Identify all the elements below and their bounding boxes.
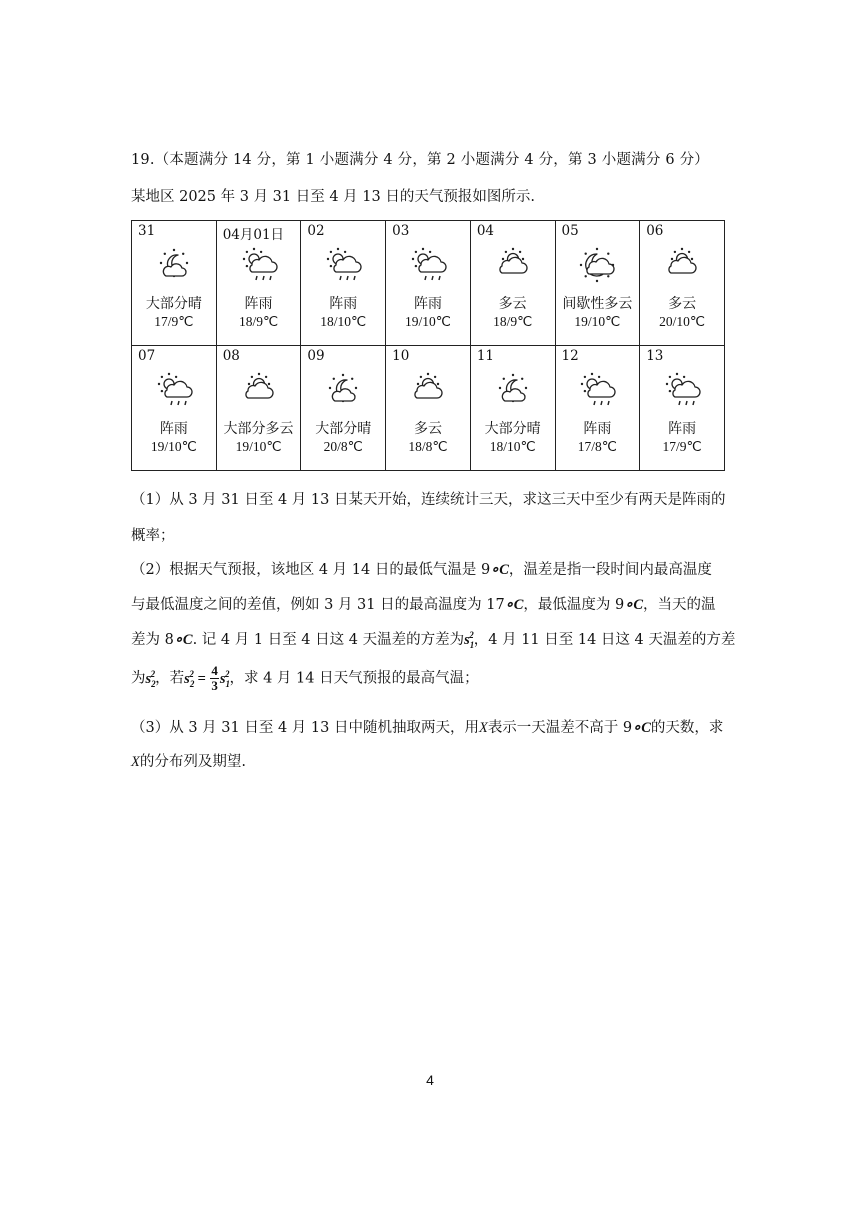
random-variable-x: X xyxy=(478,720,488,736)
partly-cloudy-icon xyxy=(239,370,279,410)
part2-text: ，温差是指一段时间内最高温度 xyxy=(508,562,712,578)
temp-range: 19/10℃ xyxy=(574,314,621,329)
temp-range: 19/10℃ xyxy=(150,439,197,454)
forecast-cell xyxy=(132,221,217,346)
day-label: 05 xyxy=(561,223,579,239)
random-variable-x: X xyxy=(131,754,140,770)
condition-label: 阵雨 xyxy=(668,421,697,437)
part2-text: ，当天的温 xyxy=(643,597,716,613)
part2-text: （2）根据天气预报，该地区 4 月 14 日的最低气温是 9 xyxy=(131,562,491,578)
temp-range: 19/10℃ xyxy=(235,439,282,454)
forecast-cell xyxy=(386,221,471,346)
part2-text: ，最低温度为 9 xyxy=(523,597,625,613)
day-label: 06 xyxy=(646,223,664,239)
partly-cloudy-icon xyxy=(408,370,448,410)
temp-range: 20/8℃ xyxy=(323,439,363,454)
rain-cloud-icon xyxy=(662,370,702,410)
partly-cloudy-icon xyxy=(493,245,533,285)
part3-text: （3）从 3 月 31 日至 4 月 13 日中随机抽取两天，用 xyxy=(131,720,479,736)
part3-line1 xyxy=(131,716,723,737)
day-label: 02 xyxy=(307,223,325,239)
cloud-moon-icon xyxy=(493,370,533,410)
part2-text: . 记 4 月 1 日至 4 日这 4 天温差的方差为 xyxy=(192,632,465,648)
day-label: 31 xyxy=(138,223,156,239)
condition-label: 阵雨 xyxy=(583,421,612,437)
question-header: 19.（本题满分 14 分，第 1 小题满分 4 分，第 2 小题满分 4 分，第 3 小题满分 6 分） xyxy=(131,152,709,168)
day-label: 10 xyxy=(392,348,410,364)
day-label: 08 xyxy=(222,348,240,364)
condition-label: 多云 xyxy=(668,296,697,312)
part2-text: ，若 xyxy=(155,670,185,687)
forecast-cell xyxy=(640,346,725,471)
condition-label: 阵雨 xyxy=(159,421,188,437)
condition-label: 多云 xyxy=(413,421,442,437)
part2-text: ，求 4 月 14 日天气预报的最高气温； xyxy=(229,670,479,687)
celsius-unit: ∘C xyxy=(490,562,509,578)
temp-range: 18/8℃ xyxy=(408,439,448,454)
forecast-cell xyxy=(470,346,555,471)
celsius-unit: ∘C xyxy=(504,597,524,613)
temp-range: 17/8℃ xyxy=(577,439,617,454)
part2-text: ，4 月 11 日至 14 日这 4 天温差的方差 xyxy=(473,632,736,648)
part2-text: 与最低温度之间的差值，例如 3 月 31 日的最高温度为 17 xyxy=(131,597,505,613)
forecast-row xyxy=(132,221,725,346)
temp-range: 18/10℃ xyxy=(489,439,536,454)
day-label: 12 xyxy=(561,348,579,364)
day-label: 11 xyxy=(476,348,494,364)
forecast-cell xyxy=(216,221,301,346)
temp-range: 18/10℃ xyxy=(320,314,367,329)
temp-range: 18/9℃ xyxy=(493,314,533,329)
rain-cloud-icon xyxy=(408,245,448,285)
weather-forecast-table xyxy=(131,220,725,471)
cloud-moon-icon xyxy=(323,370,363,410)
forecast-cell xyxy=(470,221,555,346)
variance-s1: $s_1^2$ xyxy=(464,630,475,650)
part2-line4 xyxy=(131,664,479,693)
day-label: 04 xyxy=(476,223,494,239)
rain-cloud-icon xyxy=(239,245,279,285)
condition-label: 阵雨 xyxy=(329,296,358,312)
moon-cloud-icon xyxy=(577,245,617,285)
part3-line2 xyxy=(131,750,246,771)
part1-line1: （1）从 3 月 31 日至 4 月 13 日某天开始，连续统计三天，求这三天中至少有两天是阵雨的 xyxy=(131,492,726,508)
forecast-row xyxy=(132,346,725,471)
partly-cloudy-icon xyxy=(662,245,702,285)
page-number: 4 xyxy=(426,1072,434,1088)
forecast-cell xyxy=(640,221,725,346)
forecast-cell xyxy=(216,346,301,471)
rain-cloud-icon xyxy=(154,370,194,410)
variance-s2: $s_2^2$ xyxy=(145,668,156,689)
day-label: 07 xyxy=(138,348,156,364)
forecast-cell xyxy=(301,221,386,346)
condition-label: 大部分晴 xyxy=(145,296,202,312)
condition-label: 大部分晴 xyxy=(484,421,541,437)
forecast-cell xyxy=(301,346,386,471)
day-label: 13 xyxy=(646,348,664,364)
part2-line1 xyxy=(131,558,712,579)
part3-text: 的天数，求 xyxy=(650,720,724,736)
part2-line2 xyxy=(131,593,716,614)
celsius-unit: ∘C xyxy=(624,597,644,613)
part3-text: 的分布列及期望. xyxy=(139,754,246,770)
fraction-four-thirds: $\frac{4}{3}$ xyxy=(211,663,218,693)
condition-label: 多云 xyxy=(498,296,527,312)
part2-text: 差为 8 xyxy=(131,632,174,648)
condition-label: 间歇性多云 xyxy=(562,296,633,312)
condition-label: 大部分晴 xyxy=(315,421,372,437)
day-label: 09 xyxy=(307,348,325,364)
temp-range: 18/9℃ xyxy=(238,314,279,329)
temp-range: 17/9℃ xyxy=(662,439,702,454)
condition-label: 阵雨 xyxy=(413,296,442,312)
part3-text: 表示一天温差不高于 9 xyxy=(487,720,633,736)
rain-cloud-icon xyxy=(323,245,363,285)
temp-range: 19/10℃ xyxy=(405,314,451,329)
forecast-cell xyxy=(132,346,217,471)
part2-text: 为 xyxy=(131,670,146,687)
day-label: 04月01日 xyxy=(222,227,285,243)
condition-label: 大部分多云 xyxy=(223,421,294,437)
variance-s1: $s_1^2$ xyxy=(219,668,230,689)
part2-line3 xyxy=(131,628,735,650)
celsius-unit: ∘C xyxy=(173,632,193,648)
forecast-cell xyxy=(555,221,640,346)
cloud-moon-icon xyxy=(154,245,194,285)
equation: $s_2^2$ = xyxy=(184,668,210,689)
celsius-unit: ∘C xyxy=(632,720,651,736)
temp-range: 17/9℃ xyxy=(154,314,194,329)
rain-cloud-icon xyxy=(577,370,617,410)
forecast-cell xyxy=(555,346,640,471)
day-label: 03 xyxy=(392,223,410,239)
part1-line2: 概率； xyxy=(131,528,175,544)
temp-range: 20/10℃ xyxy=(659,314,706,329)
question-intro: 某地区 2025 年 3 月 31 日至 4 月 13 日的天气预报如图所示. xyxy=(131,189,535,205)
forecast-cell xyxy=(386,346,471,471)
condition-label: 阵雨 xyxy=(244,296,273,312)
